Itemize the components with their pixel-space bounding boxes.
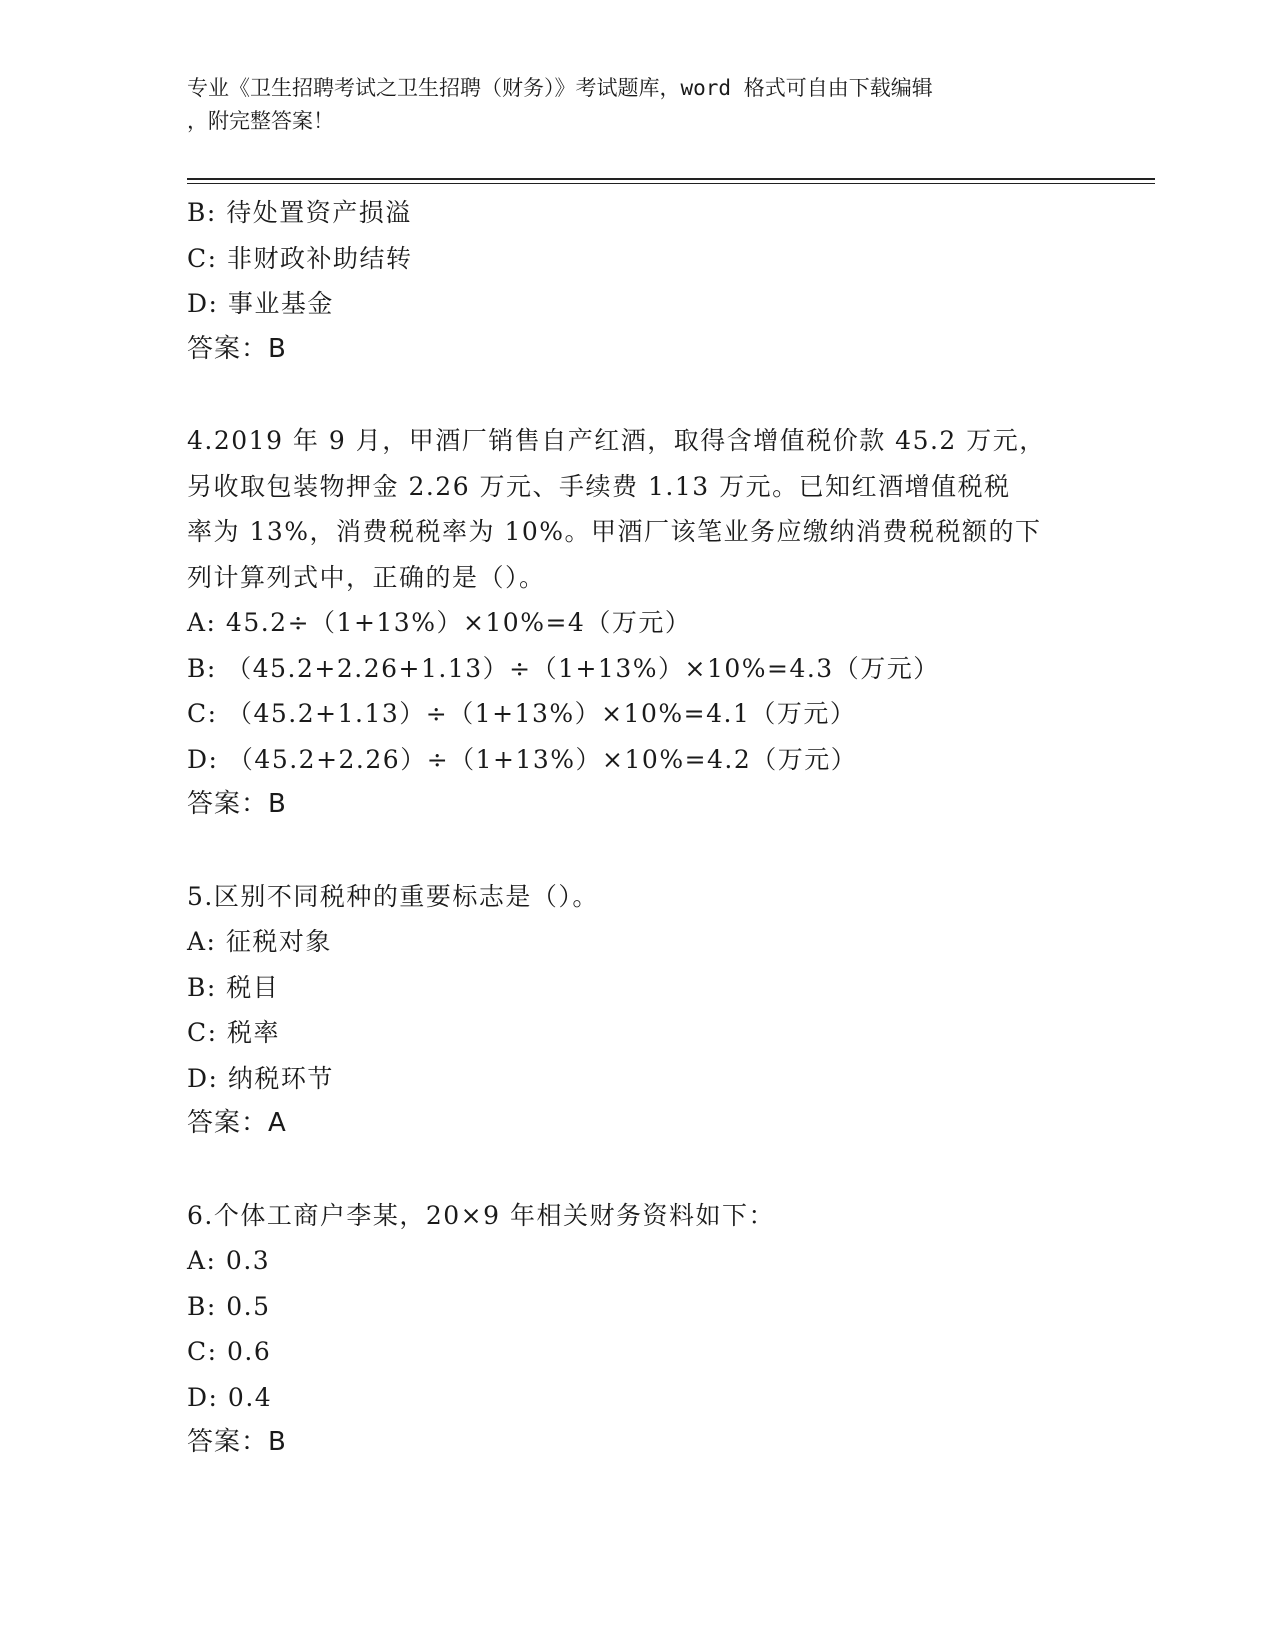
- stem-line: 列计算列式中，正确的是（）。: [187, 562, 546, 592]
- option-c: C: （45.2+1.13）÷（1+13%）×10%=4.1（万元）: [187, 699, 857, 728]
- question-6: [187, 1193, 1087, 1466]
- stem-line: 率为 13%，消费税税率为 10%。甲酒厂该笔业务应缴纳消费税税额的下: [187, 517, 1042, 546]
- question-stem: 6.个体工商户李某，20×9 年相关财务资料如下：: [187, 1200, 775, 1230]
- stem-line: 另收取包装物押金 2.26 万元、手续费 1.13 万元。已知红酒增值税税: [187, 471, 1011, 501]
- option-d: D: 事业基金: [187, 289, 334, 318]
- question-list: [187, 190, 1087, 1466]
- spacer: [187, 1147, 1087, 1193]
- option-b: B: （45.2+2.26+1.13）÷（1+13%）×10%=4.3（万元）: [187, 653, 940, 683]
- option-b: B: 待处置资产损溢: [187, 198, 412, 227]
- answer-line: 答案：B: [187, 1427, 287, 1457]
- question-stem: 5.区别不同税种的重要标志是（）。: [187, 881, 599, 911]
- option-c: C: 0.6: [187, 1337, 272, 1366]
- option-d: D: （45.2+2.26）÷（1+13%）×10%=4.2（万元）: [187, 744, 858, 774]
- option-c: C: 非财政补助结转: [187, 243, 413, 273]
- header-line-2: ，附完整答案！: [187, 109, 334, 133]
- spacer: [187, 828, 1087, 874]
- answer-line: 答案：A: [187, 1108, 287, 1138]
- option-a: A: 0.3: [187, 1246, 271, 1275]
- option-a: A: 征税对象: [187, 927, 332, 956]
- header-rule-thick: [187, 178, 1155, 180]
- option-b: B: 0.5: [187, 1291, 271, 1321]
- question-stem: [187, 418, 1087, 600]
- option-d: D: 0.4: [187, 1382, 273, 1412]
- answer-line: 答案：B: [187, 333, 287, 364]
- header-rule-thin: [187, 183, 1155, 184]
- option-a: A: 45.2÷（1+13%）×10%=4（万元）: [187, 608, 692, 637]
- document-header: [187, 72, 1067, 138]
- option-d: D: 纳税环节: [187, 1063, 334, 1093]
- question-4: [187, 418, 1087, 828]
- option-c: C: 税率: [187, 1018, 280, 1047]
- question-3: [187, 190, 1087, 372]
- header-line-1: 专业《卫生招聘考试之卫生招聘（财务）》考试题库，word 格式可自由下载编辑: [187, 76, 933, 100]
- option-b: B: 税目: [187, 972, 280, 1002]
- stem-line: 4.2019 年 9 月，甲酒厂销售自产红酒，取得含增值税价款 45.2 万元，: [187, 426, 1046, 455]
- spacer: [187, 372, 1087, 418]
- question-5: [187, 874, 1087, 1147]
- answer-line: 答案：B: [187, 789, 287, 819]
